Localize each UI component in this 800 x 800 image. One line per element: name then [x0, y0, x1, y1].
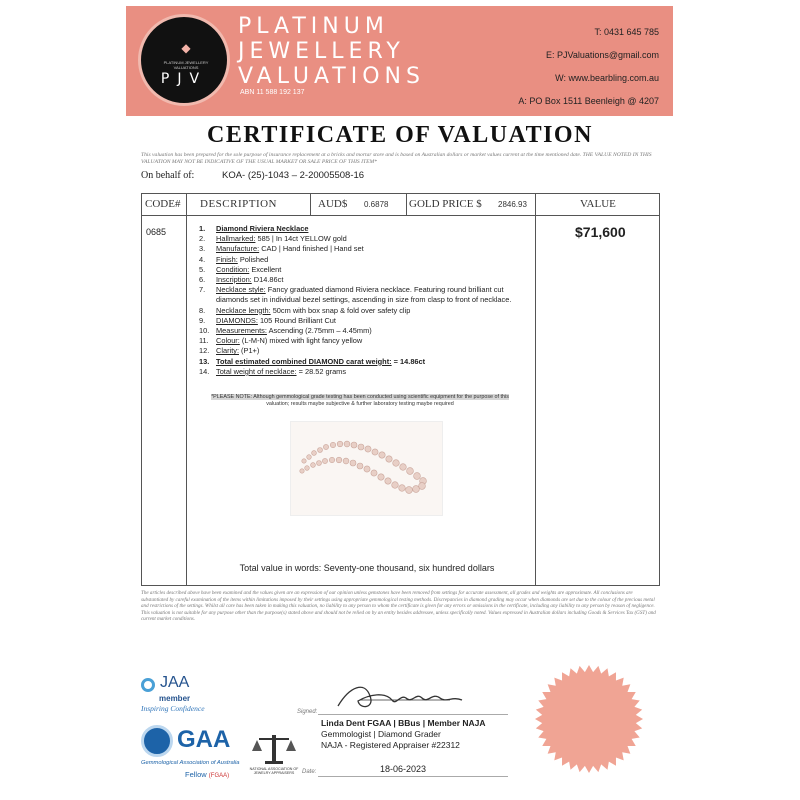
list-item [199, 316, 519, 326]
item-number: 12. [199, 346, 210, 356]
behalf-reference: KOA- (25)-1043 – 2-20005508-16 [222, 170, 365, 181]
aud-label: AUD$ [318, 198, 348, 210]
logo-initials: PJV [160, 71, 208, 87]
value-header: VALUE [580, 198, 616, 210]
valuation-date: 18-06-2023 [380, 764, 427, 774]
item-number: 13. [199, 356, 210, 366]
item-text: (P1+) [239, 346, 260, 356]
gaa-wordmark: GAA [177, 726, 231, 753]
item-number: 9. [199, 315, 206, 325]
item-number: 1. [199, 224, 206, 233]
item-text: = 28.52 grams [296, 366, 347, 376]
jaa-circle-icon [141, 678, 155, 692]
list-item [199, 306, 519, 316]
item-text: D14.86ct [251, 275, 284, 285]
item-number: 2. [199, 234, 206, 244]
testing-note [204, 394, 516, 408]
disclaimer-text: The articles described above have been examined and the values given are an expression of our opinion unless gemstones have been removed from settings for accurate assessment, all grades and weights are approximate. All conclusions are substantiated by careful examination of the items within limitations imposed by their settings using appropriate gemmological testing methods. Discrepancies in diamond grading may occur when diamonds are set due to the colour of the precious metal and restrictions of the settings. Whilst all care has been taken in making this valuation, no liability to any person to whom the certificate is given for any errors or omissions in the certificate, including any liability to any person by reason of negligence. This valuation is not suitable for any purpose other than the purpose(s) stated above and should not be relied on by an entity besides addressee, unless specifically noted. Values expressed in Australian dollars including Goods & Services Tax (GST) and current market conditions. [141, 590, 656, 623]
brand-line: JEWELLERY [238, 39, 405, 64]
list-item [199, 357, 519, 367]
list-item [199, 234, 519, 244]
item-number: 7. [199, 285, 206, 295]
signature-line [318, 714, 508, 715]
item-label: Hallmarked: [216, 234, 256, 244]
naja-logo [249, 731, 299, 781]
item-label: Measurements: [216, 326, 267, 336]
gaa-fellow-word: Fellow [185, 770, 207, 779]
naja-name: NATIONAL ASSOCIATION OF JEWELRY APPRAISERS [249, 767, 299, 776]
item-text: = 14.86ct [391, 356, 426, 366]
item-label: Colour: [216, 336, 240, 346]
item-number: 4. [199, 254, 206, 264]
item-label: Clarity: [216, 346, 239, 356]
item-number: 14. [199, 366, 210, 376]
item-text: 50cm with box snap & fold over safety clip [270, 305, 411, 315]
table-header-row [142, 194, 659, 216]
item-label: Inscription: [216, 275, 252, 285]
list-item [199, 265, 519, 275]
brand-line: PLATINUM [238, 14, 389, 39]
address-contact: A: PO Box 1511 Beenleigh @ 4207 [518, 96, 659, 106]
aud-value: 0.6878 [364, 200, 389, 209]
list-item [199, 326, 519, 336]
list-item [199, 275, 519, 285]
abn-number: ABN 11 588 192 137 [240, 89, 305, 96]
item-number: 8. [199, 305, 206, 315]
gaa-fellow-label [185, 770, 229, 779]
description-header: DESCRIPTION [200, 198, 278, 210]
item-text: Polished [237, 254, 269, 264]
gold-price-value: 2846.93 [498, 200, 527, 209]
signature-scribble [330, 676, 470, 716]
signer-name: Linda Dent FGAA | BBus | Member NAJA [321, 718, 486, 728]
item-number: 11. [199, 336, 209, 346]
brand-line: VALUATIONS [238, 64, 425, 89]
code-header: CODE# [145, 198, 181, 210]
item-label: Total weight of necklace: [216, 366, 297, 376]
item-label: DIAMONDS: [216, 315, 258, 325]
item-label: Finish: [216, 254, 238, 264]
description-list [199, 224, 519, 377]
total-value-words: Total value in words: Seventy-one thousand, six hundred dollars [239, 563, 495, 573]
gold-price-label: GOLD PRICE $ [409, 198, 482, 210]
email-contact: E: PJValuations@gmail.com [545, 50, 659, 60]
list-item [199, 336, 519, 346]
item-value: $71,600 [575, 224, 626, 240]
item-label: Manufacture: [216, 244, 260, 254]
item-label: Condition: [216, 264, 250, 274]
intro-statement: This valuation has been prepared for the sole purpose of insurance replacement at a bricks and mortar store and is based on Australian dollars or market values current at the time mentioned date. THE VALUE NOTED IN THIS VALUATION MAY NOT BE INDICATIVE OF THE USUAL MARKET OR SALE PRICE OF THIS ITEM* [141, 152, 652, 165]
list-item [199, 346, 519, 356]
company-seal-icon [534, 664, 644, 774]
item-text: 585 | In 14ct YELLOW gold [255, 234, 347, 244]
item-text: (L-M-N) mixed with light fancy yellow [239, 336, 363, 346]
signer-naja: NAJA - Registered Appraiser #22312 [321, 740, 460, 750]
column-divider [186, 194, 187, 585]
website-contact: W: www.bearbling.com.au [555, 73, 659, 83]
gaa-full-name: Gemmological Association of Australia [141, 760, 240, 766]
item-code: 0685 [146, 227, 167, 237]
photo-frame [290, 421, 443, 516]
list-item [199, 244, 519, 254]
gaa-fellow-abbr: (FGAA) [208, 773, 230, 779]
item-label: Necklace length: [216, 305, 271, 315]
item-text: Ascending (2.75mm – 4.45mm) [266, 326, 372, 336]
column-divider [310, 194, 311, 215]
column-divider [406, 194, 407, 215]
item-number: 5. [199, 264, 206, 274]
logo-small-text: PLATINUM JEWELLERY VALUATIONS [163, 60, 209, 70]
item-label: Total estimated combined DIAMOND carat weight: [216, 356, 392, 366]
jaa-tagline: Inspiring Confidence [141, 704, 205, 713]
item-text: Fancy graduated diamond Riviera necklace. Featuring round brilliant cut diamonds set in individual bezel settings, ascending in size from clasp to front of necklace. [216, 285, 512, 305]
item-text: Excellent [249, 264, 282, 274]
jaa-logo [141, 674, 221, 714]
signed-label: Signed: [297, 709, 318, 715]
item-text: CAD | Hand finished | Hand set [259, 244, 364, 254]
company-name [238, 14, 425, 89]
certificate-title: CERTIFICATE OF VALUATION [207, 122, 593, 148]
date-line [318, 776, 508, 777]
item-label: Necklace style: [216, 285, 266, 295]
necklace-photo [290, 421, 443, 516]
item-number: 10. [199, 326, 210, 336]
company-logo [138, 14, 230, 106]
signer-details [321, 718, 486, 751]
item-number: 3. [199, 244, 206, 254]
date-label: Date: [302, 769, 317, 775]
jaa-member-label: member [159, 694, 191, 703]
list-item [199, 255, 519, 265]
list-item [199, 367, 519, 377]
signer-role: Gemmologist | Diamond Grader [321, 729, 441, 739]
phone-contact: T: 0431 645 785 [594, 27, 659, 37]
item-label: Diamond Riviera Necklace [216, 224, 309, 233]
item-number: 6. [199, 275, 206, 285]
gaa-emblem-icon [141, 725, 173, 757]
letterhead-banner [126, 6, 673, 116]
note-text: valuation; results maybe subjective & further laboratory testing maybe required [266, 401, 454, 407]
behalf-label: On behalf of: [141, 170, 195, 181]
item-text: 105 Round Brilliant Cut [257, 315, 336, 325]
scales-icon [249, 731, 299, 767]
jaa-wordmark: JAA [160, 674, 190, 691]
column-divider [535, 194, 536, 585]
gaa-logo [141, 725, 241, 780]
gem-icon: ◆ [181, 41, 191, 55]
list-item [199, 285, 519, 305]
note-highlight: *PLEASE NOTE: Although gemmological grade testing has been conducted using scientific equipment for the purpose of this [211, 394, 509, 400]
list-item [199, 224, 519, 234]
valuation-table [141, 193, 660, 586]
